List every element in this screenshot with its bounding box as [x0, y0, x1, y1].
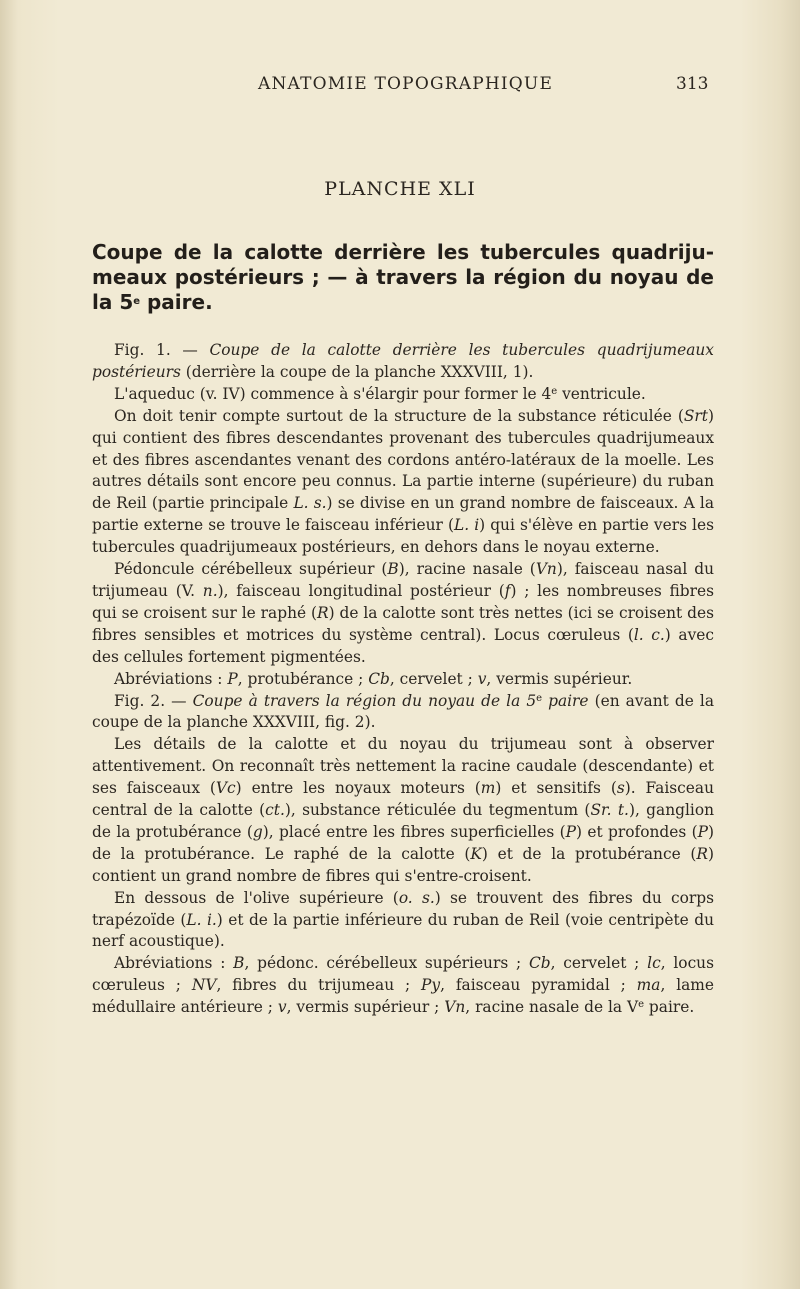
page-number: 313 [676, 74, 709, 94]
heading-sup: e [133, 296, 141, 307]
body-text [92, 340, 714, 1019]
fig2-paragraph-2: En dessous de l'olive supérieure (o. s.) se trouvent des fibres du corps trapézoïde (L. i.) et de la partie inférieure du ruban de Reil (voie centripète du nerf acoustique). [92, 888, 714, 951]
fig2-label: Fig. 2. — [114, 691, 193, 710]
fig1-label: Fig. 1. — [114, 341, 210, 359]
fig2-caption: Fig. 2. — Coupe à travers la région du noyau de la 5e paire (en avant de la coupe de la planche XXXVIII, fig. 2). [92, 691, 714, 732]
fig2-paragraph-1: Les détails de la calotte et du noyau du trijumeau sont à observer attentivement. On reconnaît très nettement la racine caudale (descendante) et ses faisceaux (Vc) entre les noyaux moteurs (m) et sensitifs (s). Faisceau central de la calotte (ct.), substance réticulée du tegmentum (Sr. t.), ganglion de la protubérance (g), placé entre les fibres superficielles (P) et profondes (P) de la protubérance. Le raphé de la calotte (K) et de la protubérance (R) contient un grand nombre de fibres qui s'entre-croisent. [92, 735, 714, 885]
fig1-abbreviations: Abréviations : P, protubérance ; Cb, cervelet ; v, vermis supérieur. [114, 669, 633, 688]
fig1-caption-title: Coupe de la calotte derrière les tubercules quadrijumeaux postérieurs [92, 341, 714, 381]
running-title: ANATOMIE TOPOGRAPHIQUE [258, 74, 554, 94]
page-header [0, 74, 800, 102]
fig1-caption [92, 340, 714, 384]
heading-text: Coupe de la calotte derrière les tubercules quadrijumeaux postérieurs ; — à travers la région du noyau de la 5 [92, 240, 714, 314]
plate-title: PLANCHE XLI [324, 178, 476, 200]
fig1-caption-rest: (derrière la coupe de la planche XXXVIII, 1). [180, 362, 534, 381]
plate-heading [92, 240, 714, 315]
fig1-paragraph-3: Pédoncule cérébelleux supérieur (B), racine nasale (Vn), faisceau nasal du trijumeau (V. n.), faisceau longitudinal postérieur (f) ; les nombreuses fibres qui se croisent sur le raphé (R) de la calotte sont très nettes (ici se croisent des fibres sensibles et motrices du système central). Locus cœruleus (l. c.) avec des cellules fortement pigmentées. [92, 560, 715, 666]
fig1-paragraph-2: On doit tenir compte surtout de la structure de la substance réticulée (Srt) qui contient des fibres descendantes provenant des tubercules quadrijumeaux et des fibres ascendantes venant des cordons antéro-latéraux de la moelle. Les autres détails sont encore peu connus. La partie interne (supérieure) du ruban de Reil (partie principale L. s.) se divise en un grand nombre de faisceaux. A la partie externe se trouve le faisceau inférieur (L. i) qui s'élève en partie vers les tubercules quadrijumeaux postérieurs, en dehors dans le noyau externe. [92, 406, 715, 557]
heading-text-end: paire. [140, 290, 213, 314]
fig1-paragraph-1: L'aqueduc (v. IV) commence à s'élargir pour former le 4e ventricule. [114, 384, 646, 403]
fig2-abbreviations: Abréviations : B, pédonc. cérébelleux supérieurs ; Cb, cervelet ; lc, locus cœruleus ; NV, fibres du trijumeau ; Py, faisceau pyramidal ; ma, lame médullaire antérieure ; v, vermis supérieur ; Vn, racine nasale de la Ve paire. [92, 954, 714, 1017]
